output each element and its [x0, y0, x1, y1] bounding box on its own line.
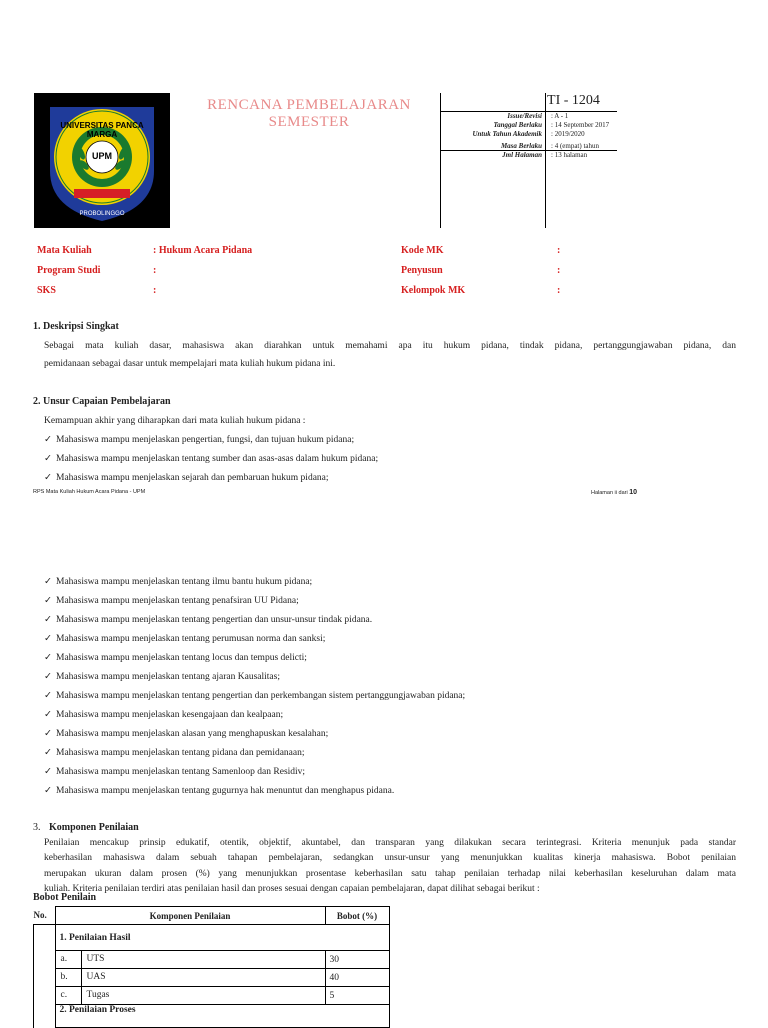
- table-group-row: [34, 925, 390, 951]
- bobot-heading: Bobot Penilain: [33, 892, 97, 903]
- section-3-line: Penilaian mencakup prinsip edukatif, otentik, objektif, akuntabel, dan transparan yang dilakukan secara terintegrasi. Kriteria menunjuk pada standar: [44, 838, 736, 848]
- section-2-heading: 2. Unsur Capaian Pembelajaran: [33, 396, 171, 407]
- list-item-text: Mahasiswa mampu menjelaskan tentang pengertian dan unsur-unsur tindak pidana.: [56, 615, 373, 625]
- checkmark-icon: ✓: [44, 691, 52, 701]
- meta-value: : A - 1: [551, 112, 569, 120]
- list-item-text: Mahasiswa mampu menjelaskan kesengajaan dan kealpaan;: [56, 710, 284, 720]
- list-item: [44, 690, 465, 709]
- checkmark-icon: ✓: [44, 634, 52, 644]
- checkmark-icon: ✓: [44, 615, 52, 625]
- meta-value: : 2019/2020: [551, 130, 585, 138]
- section-3-line: kuliah. Kriteria penilaian terdiri atas penilaian hasil dan proses sesuai dengan capaian pembelajaran, dapat dilihat sebagai berikut :: [44, 883, 540, 894]
- mata-kuliah-label: Mata Kuliah: [37, 245, 92, 256]
- document-title: [178, 97, 440, 131]
- list-item: [44, 747, 465, 766]
- table-row: [34, 951, 390, 969]
- program-studi-value: :: [153, 265, 157, 276]
- checkmark-icon: ✓: [44, 729, 52, 739]
- list-item-text: Mahasiswa mampu menjelaskan tentang pidana dan pemidanaan;: [56, 748, 305, 758]
- row-number: b.: [56, 969, 82, 986]
- logo-top-text: UNIVERSITAS PANCA MARGA: [60, 121, 144, 139]
- list-item-text: Mahasiswa mampu menjelaskan pengertian, fungsi, dan tujuan hukum pidana;: [56, 435, 355, 445]
- list-item: [44, 728, 465, 747]
- list-item: [44, 453, 378, 465]
- section-3-title: Komponen Penilaian: [49, 822, 139, 833]
- list-item-text: Mahasiswa mampu menjelaskan tentang ilmu bantu hukum pidana;: [56, 577, 313, 587]
- list-item: [44, 614, 465, 633]
- list-item-text: Mahasiswa mampu menjelaskan tentang Samenloop dan Residiv;: [56, 767, 306, 777]
- logo-center-text: UPM: [92, 151, 112, 161]
- table-group-row: [34, 1005, 390, 1028]
- list-item-text: Mahasiswa mampu menjelaskan tentang gugurnya hak menuntut dan menghapus pidana.: [56, 786, 395, 796]
- list-item-text: Mahasiswa mampu menjelaskan tentang penafsiran UU Pidana;: [56, 596, 299, 606]
- meta-label: Untuk Tahun Akademik: [472, 130, 542, 138]
- list-item-text: Mahasiswa mampu menjelaskan sejarah dan pembaruan hukum pidana;: [56, 473, 329, 483]
- meta-value: : 13 halaman: [551, 151, 588, 159]
- list-item: [44, 472, 329, 484]
- row-name: UAS: [86, 972, 106, 982]
- checkmark-icon: ✓: [44, 473, 52, 483]
- section-1-heading: 1. Deskripsi Singkat: [33, 321, 119, 332]
- meta-label: Issue/Revisi: [507, 112, 542, 120]
- list-item-text: Mahasiswa mampu menjelaskan tentang sumber dan asas-asas dalam hukum pidana;: [56, 454, 379, 464]
- checkmark-icon: ✓: [44, 767, 52, 777]
- row-bobot: 40: [325, 969, 389, 987]
- kode-mk-label: Kode MK: [401, 245, 444, 256]
- checkmark-icon: ✓: [44, 748, 52, 758]
- checkmark-icon: ✓: [44, 577, 52, 587]
- meta-label: Masa Berlaku: [500, 142, 542, 150]
- footer-page-label: Halaman ii dari: [591, 490, 630, 496]
- university-logo: [34, 93, 170, 228]
- list-item-text: Mahasiswa mampu menjelaskan alasan yang menghapuskan kesalahan;: [56, 729, 329, 739]
- logo-bottom-text: PROBOLINGGO: [79, 211, 125, 217]
- bobot-table: [33, 906, 390, 1028]
- mata-kuliah-value: : Hukum Acara Pidana: [153, 245, 253, 256]
- table-header-row: [34, 907, 390, 925]
- kelompok-mk-label: Kelompok MK: [401, 285, 466, 296]
- list-item: [44, 595, 465, 614]
- row-name: Tugas: [86, 990, 110, 1000]
- penyusun-value: :: [557, 265, 561, 276]
- row-number: a.: [56, 951, 82, 968]
- checkmark-icon: ✓: [44, 596, 52, 606]
- section-1-line: pemidanaan sebagai dasar untuk mempelajari mata kuliah hukum pidana ini.: [44, 359, 336, 369]
- meta-table: [441, 111, 736, 161]
- row-bobot: 5: [325, 987, 389, 1005]
- list-item-text: Mahasiswa mampu menjelaskan tentang locus dan tempus delicti;: [56, 653, 307, 663]
- capaian-list-page-2: [44, 576, 465, 804]
- row-bobot: 30: [325, 951, 389, 969]
- list-item: [44, 652, 465, 671]
- section-1-text: [44, 337, 736, 373]
- section-3-text: [44, 836, 736, 897]
- checkmark-icon: ✓: [44, 435, 52, 445]
- section-3-line: keberhasilan mahasiswa dalam sebuah tahapan pembelajaran, sedangkan unsur-unsur yang menunjukkan kualitas kinerja mahasiswa. Bobot penilaian: [44, 853, 736, 864]
- title-line-1: RENCANA PEMBELAJARAN: [207, 97, 411, 113]
- document-code: TI - 1204: [547, 93, 600, 108]
- section-3-line: merupakan ukuran dalam prosen (%) yang menunjukkan prosentase keberhasilan satu tahap penilaian terhadap nilai keberhasilan keseluruhan dalam mata: [44, 868, 736, 879]
- penyusun-label: Penyusun: [401, 265, 443, 276]
- section-3-heading: [33, 822, 139, 834]
- document-code-box: [441, 93, 736, 109]
- row-number: c.: [56, 987, 82, 1004]
- sks-value: :: [153, 285, 157, 296]
- checkmark-icon: ✓: [44, 454, 52, 464]
- section-2-intro: Kemampuan akhir yang diharapkan dari mata kuliah hukum pidana :: [44, 416, 306, 426]
- col-header-no: No.: [34, 907, 56, 925]
- table-row: [34, 969, 390, 987]
- table-row: [34, 987, 390, 1005]
- title-line-2: SEMESTER: [268, 114, 350, 130]
- group-penilaian-hasil: 1. Penilaian Hasil: [55, 925, 389, 951]
- list-item-text: Mahasiswa mampu menjelaskan tentang perumusan norma dan sanksi;: [56, 634, 326, 644]
- meta-value: : 4 (empat) tahun: [551, 142, 600, 150]
- footer-right: [591, 489, 637, 496]
- kode-mk-value: :: [557, 245, 561, 256]
- footer-left: RPS Mata Kuliah Hukum Acara Pidana - UPM: [33, 489, 146, 495]
- komponen-cell: [55, 969, 325, 987]
- list-item: [44, 709, 465, 728]
- col-header-komponen: Komponen Penilaian: [55, 907, 325, 925]
- list-item: [44, 766, 465, 785]
- list-item-text: Mahasiswa mampu menjelaskan tentang pengertian dan perkembangan sistem pertanggungjawaban pidana;: [56, 691, 466, 701]
- section-3-number: 3.: [33, 822, 41, 833]
- list-item: [44, 671, 465, 690]
- group-penilaian-proses: 2. Penilaian Proses: [55, 1005, 389, 1028]
- checkmark-icon: ✓: [44, 653, 52, 663]
- checkmark-icon: ✓: [44, 786, 52, 796]
- komponen-cell: [55, 951, 325, 969]
- meta-value: : 14 September 2017: [551, 121, 610, 129]
- list-item: [44, 576, 465, 595]
- kelompok-mk-value: :: [557, 285, 561, 296]
- sks-label: SKS: [37, 285, 56, 296]
- row-name: UTS: [86, 954, 105, 964]
- program-studi-label: Program Studi: [37, 265, 101, 276]
- checkmark-icon: ✓: [44, 710, 52, 720]
- komponen-cell: [55, 987, 325, 1005]
- section-1-line: Sebagai mata kuliah dasar, mahasiswa akan diarahkan untuk memahami apa itu hukum pidana, tindak pidana, pertanggungjawaban pidana, dan: [44, 341, 736, 351]
- meta-label: Tanggal Berlaku: [493, 121, 542, 129]
- list-item: [44, 434, 354, 446]
- meta-label: Jml Halaman: [502, 151, 542, 159]
- footer-page-total: 10: [629, 489, 638, 496]
- list-item-text: Mahasiswa mampu menjelaskan tentang ajaran Kausalitas;: [56, 672, 280, 682]
- col-header-bobot: Bobot (%): [325, 907, 389, 925]
- checkmark-icon: ✓: [44, 672, 52, 682]
- list-item: [44, 633, 465, 652]
- list-item: [44, 785, 465, 804]
